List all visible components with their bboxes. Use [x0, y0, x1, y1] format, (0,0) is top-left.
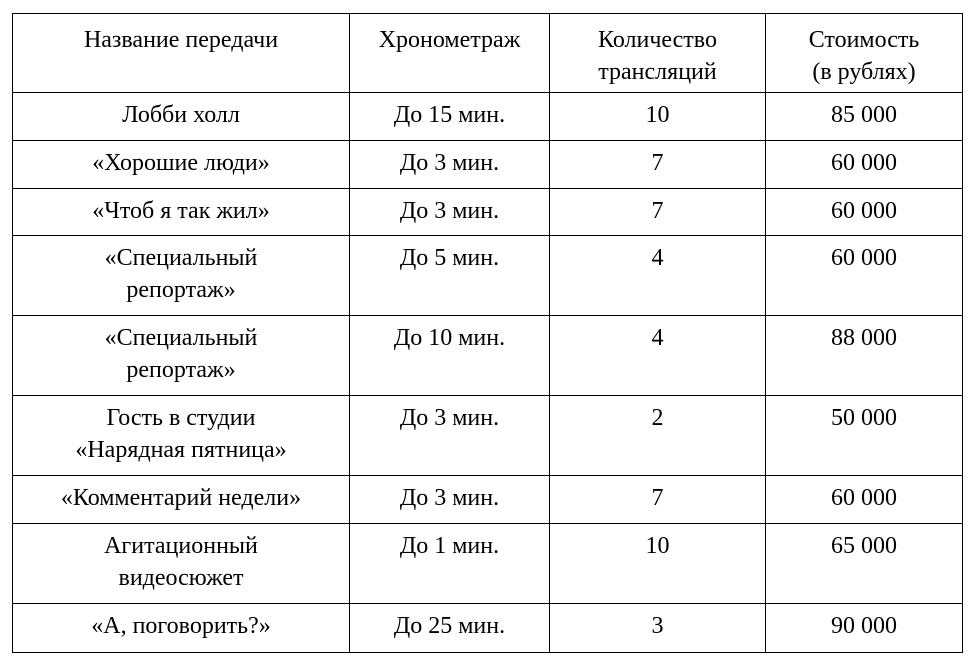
- count-value: 7: [651, 485, 664, 511]
- header-name-text: Название передачи: [83, 27, 279, 53]
- count-cell: [550, 316, 766, 396]
- program-name: «Комментарий недели»: [60, 485, 302, 511]
- duration-value: До 3 мин.: [399, 198, 500, 224]
- table-row: [13, 396, 963, 476]
- count-value: 4: [651, 245, 664, 271]
- duration-value: До 15 мин.: [393, 102, 506, 128]
- table-row: [13, 316, 963, 396]
- duration-cell: [350, 93, 550, 141]
- program-name: «Чтоб я так жил»: [92, 198, 270, 224]
- header-duration-text: Хронометраж: [378, 27, 521, 53]
- price-table: [12, 13, 963, 653]
- count-cell: [550, 141, 766, 189]
- price-cell: [766, 236, 963, 316]
- duration-value: До 10 мин.: [393, 325, 506, 351]
- price-cell: [766, 476, 963, 524]
- price-value: 60 000: [831, 198, 897, 224]
- header-price-line1: Стоимость: [808, 27, 920, 53]
- table-row: [13, 141, 963, 189]
- count-cell: [550, 189, 766, 236]
- price-cell: [766, 93, 963, 141]
- duration-cell: [350, 141, 550, 189]
- price-value: 88 000: [831, 325, 897, 351]
- duration-cell: [350, 189, 550, 236]
- price-cell: [766, 604, 963, 653]
- count-value: 7: [651, 150, 664, 176]
- count-cell: [550, 236, 766, 316]
- duration-value: До 3 мин.: [399, 485, 500, 511]
- duration-value: До 3 мин.: [399, 150, 500, 176]
- duration-value: До 25 мин.: [393, 613, 506, 639]
- count-value: 4: [651, 325, 664, 351]
- program-name: Гость в студии: [106, 405, 256, 431]
- program-name-cell: [13, 604, 350, 653]
- duration-value: До 1 мин.: [399, 533, 500, 559]
- header-price: [766, 14, 963, 93]
- duration-cell: [350, 396, 550, 476]
- header-price-line2: (в рублях): [812, 59, 916, 85]
- program-name-cell: [13, 396, 350, 476]
- count-cell: [550, 524, 766, 604]
- price-cell: [766, 396, 963, 476]
- program-name: Агитационный: [104, 533, 258, 559]
- header-name: [13, 14, 350, 93]
- price-cell: [766, 189, 963, 236]
- program-name-cell: [13, 476, 350, 524]
- table-row: [13, 604, 963, 653]
- price-cell: [766, 524, 963, 604]
- price-cell: [766, 141, 963, 189]
- program-name: «Специальный: [104, 245, 258, 271]
- duration-cell: [350, 604, 550, 653]
- price-value: 90 000: [831, 613, 897, 639]
- program-name-cell: [13, 236, 350, 316]
- duration-value: До 3 мин.: [399, 405, 500, 431]
- program-name-line2: репортаж»: [126, 277, 236, 303]
- count-cell: [550, 93, 766, 141]
- count-value: 7: [651, 198, 664, 224]
- count-value: 3: [651, 613, 664, 639]
- program-name-line2: видеосюжет: [118, 565, 244, 591]
- table-row: [13, 189, 963, 236]
- price-value: 65 000: [831, 533, 897, 559]
- header-duration: [350, 14, 550, 93]
- program-name-cell: [13, 524, 350, 604]
- program-name-line2: репортаж»: [126, 357, 236, 383]
- price-value: 60 000: [831, 150, 897, 176]
- program-name-cell: [13, 316, 350, 396]
- count-value: 10: [645, 102, 670, 128]
- program-name: «Хорошие люди»: [92, 150, 270, 176]
- table-row: [13, 524, 963, 604]
- duration-cell: [350, 524, 550, 604]
- count-value: 2: [651, 405, 664, 431]
- duration-value: До 5 мин.: [399, 245, 500, 271]
- program-name: «Специальный: [104, 325, 258, 351]
- count-value: 10: [645, 533, 670, 559]
- duration-cell: [350, 316, 550, 396]
- program-name-cell: [13, 141, 350, 189]
- price-value: 85 000: [831, 102, 897, 128]
- table-row: [13, 236, 963, 316]
- price-value: 60 000: [831, 485, 897, 511]
- header-count: [550, 14, 766, 93]
- table-row: [13, 476, 963, 524]
- count-cell: [550, 476, 766, 524]
- count-cell: [550, 604, 766, 653]
- price-value: 60 000: [831, 245, 897, 271]
- header-row: [13, 14, 963, 93]
- program-name: «А, поговорить?»: [91, 613, 271, 639]
- header-count-line1: Количество: [598, 27, 717, 53]
- price-cell: [766, 316, 963, 396]
- price-value: 50 000: [831, 405, 897, 431]
- count-cell: [550, 396, 766, 476]
- duration-cell: [350, 476, 550, 524]
- table-row: [13, 93, 963, 141]
- duration-cell: [350, 236, 550, 316]
- program-name: Лобби холл: [122, 102, 240, 128]
- header-count-line2: трансляций: [598, 59, 717, 85]
- program-name-line2: «Нарядная пятница»: [75, 437, 287, 463]
- program-name-cell: [13, 189, 350, 236]
- program-name-cell: [13, 93, 350, 141]
